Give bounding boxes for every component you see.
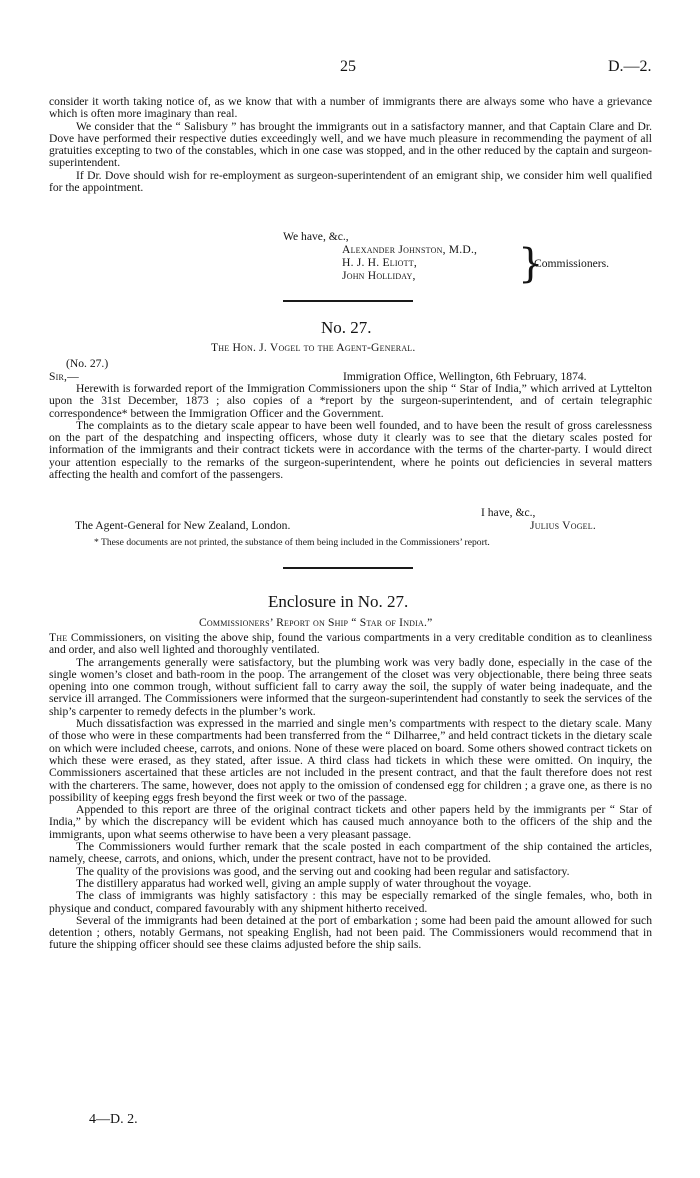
section-divider [283,300,413,302]
letter-number-heading: No. 27. [321,318,372,337]
enclosure-lead-word: The [49,631,68,644]
section-divider-2 [283,567,413,569]
enclosure-paragraph-9: Several of the immigrants had been detained at the port of embarkation ; some had been paid the amount allowed for such detention ; others, notably Germans, not speaking English, had not been paid. The Commissioners would recommend that in future the shipping officer should see these claims adjusted before the ship sails. [49,913,652,952]
signature-mark: 4—D. 2. [89,1112,138,1127]
enclosure-subheading [199,616,432,629]
signatory-3: John Holliday, [342,269,416,282]
signatory-2: H. J. H. Eliott, [342,256,417,269]
page-number: 25 [340,58,356,75]
enclosure-paragraph-1 [49,632,652,657]
enclosure-paragraph-6: The quality of the provisions was good, and the serving out and cooking had been regular and satisfactory. [76,864,570,878]
letter-paragraph-2: The complaints as to the dietary scale appear to have been well founded, and to have been the result of gross carelessness on the part of the despatching and inspecting officers, whose duty it clearly was to see that the dietary scales posted for information of the immigrants and their contract tickets were in accordance with the terms of the charter-party. I would direct your attention especially to the remarks of the surgeon-superintendent, where he points out deficiencies in several matters affecting the health and comfort of the passengers. [49,418,652,482]
margin-reference: (No. 27.) [66,357,109,370]
enclosure-paragraph-3: Much dissatisfaction was expressed in the married and single men’s compartments with respect to the dietary scale. Many of those who were in these compartments had been transferred from the “ Dilharree,” and held contract tickets in the dietary scale on which were included cheese, carrots, and onions. None of these were placed on board. Some others showed contract tickets on which these were erased, as they stated, after issue. A third class had tickets in which these were omitted. On inquiry, the Commissioners ascertained that these articles are not included in the present contract, and that the fault therefore does not rest with the charterers. The same, however, does not apply to the omission of condensed egg for children ; a grave one, as there is no possibility of keeping eggs fresh beyond the first week or two of the passage. [49,717,652,804]
enclosure-paragraph-7: The distillery apparatus had worked well, giving an ample supply of water throughout the voyage. [76,876,532,890]
intro-paragraph-3: If Dr. Dove should wish for re-employment as surgeon-superintendent of an emigrant ship, we consider him well qualified for the appointment. [49,168,652,195]
intro-block [49,96,652,194]
document-reference: D.—2. [608,58,652,75]
letter-from-to [211,341,415,354]
enclosure-heading: Enclosure in No. 27. [268,592,409,611]
enclosure-paragraph-1-text: Commissioners, on visiting the above ship, found the various compartments in a very creditable condition as to cleanliness and order, and also well lighted and thoroughly ventilated. [49,631,652,657]
enclosure-body [49,632,652,952]
enclosure-subheading-text: Commissioners’ Report on Ship “ Star of India.” [199,616,433,629]
letter-addressee: The Agent-General for New Zealand, London. [75,519,291,532]
letter-signature: Julius Vogel. [530,519,596,532]
letter-body [49,383,652,481]
salutation: Sir,— [49,370,79,383]
signatory-1: Alexander Johnston, M.D., [342,243,478,256]
letter-paragraph-1: Herewith is forwarded report of the Immigration Commissioners upon the ship “ Star of India,” which arrived at Lyttelton upon the 31st December, 1873 ; also copies of a *report by the surgeon-superintendent, and of certain telegraphic correspondence* between the Immigration Officer and the Government. [49,382,652,420]
enclosure-paragraph-5: The Commissioners would further remark that the scale posted in each compartment of the ship contained the articles, namely, cheese, carrots, and onions, which, under the present contract, have not to be provided. [49,840,652,866]
enclosure-paragraph-4: Appended to this report are three of the original contract tickets and other papers held by the immigrants per “ Star of India,” by which the discrepancy will be evident which has caused much annoyance both to the officers of the ship and the immigrants, upon what seems otherwise to have been a very pleasant passage. [49,803,652,841]
closing-we-have: We have, &c., [283,230,349,243]
intro-paragraph-1: consider it worth taking notice of, as we know that with a number of immigrants there are always some who have a grievance which is often more imaginary than real. [49,95,652,121]
letter-i-have: I have, &c., [481,506,536,519]
enclosure-paragraph-2: The arrangements generally were satisfactory, but the plumbing work was very badly done, especially in the case of the single women’s closet and bath-room in the poop. The arrangement of the closet was very objectionable, there being three seats opening into one common trough, without sufficient fall to carry away the soil, the supply of water being inadequate, and the service ill arranged. The Commissioners were informed that the surgeon-superintendent had constantly to seek the services of the ship’s carpenter to remedy defects in the plumber’s work. [49,655,652,718]
footnote: * These documents are not printed, the substance of them being included in the Commissioners’ report. [94,537,490,548]
place-date: Immigration Office, Wellington, 6th February, 1874. [343,370,587,383]
brace-symbol: } [518,241,544,287]
letter-from-to-text: The Hon. J. Vogel to the Agent-General. [211,341,416,354]
enclosure-paragraph-8: The class of immigrants was highly satisfactory : this may be especially remarked of the single females, who, both in physique and conduct, compared favourably with any shipment hitherto received. [49,889,652,915]
intro-paragraph-2: We consider that the “ Salisbury ” has brought the immigrants out in a satisfactory manner, and that Captain Clare and Dr. Dove have performed their respective duties exceedingly well, and we have much pleasure in recommending the payment of all gratuities excepting to two of the constables, which in one case was stopped, and in the other reduced by the captain and surgeon-superintendent. [49,119,652,170]
commissioners-role: Commissioners. [534,257,610,270]
